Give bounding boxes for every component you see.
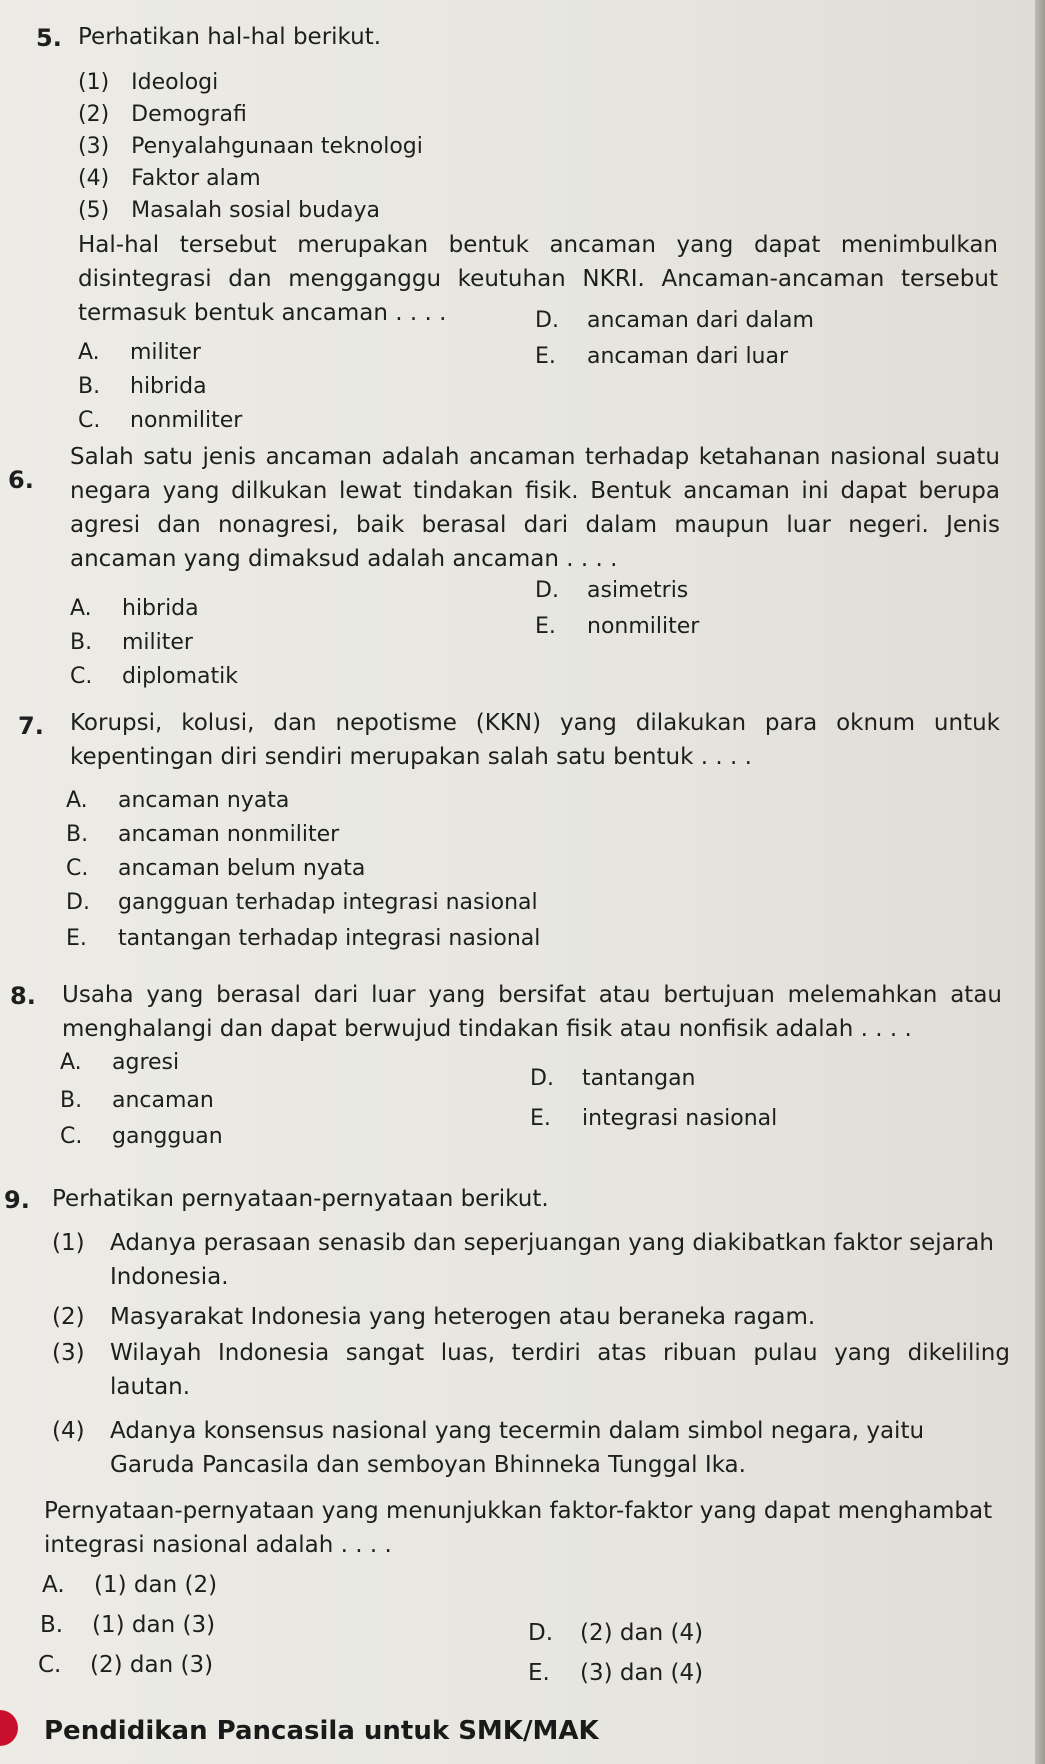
page-footer (0, 1704, 1045, 1764)
option-c[interactable]: C. nonmiliter (78, 408, 243, 433)
question-number: 5. (36, 24, 62, 52)
statement-number: (4) (52, 1418, 85, 1444)
option-c[interactable]: C. ancaman belum nyata (66, 856, 366, 881)
question-continuation: Hal-hal tersebut merupakan bentuk ancaman yang dapat menimbulkan disintegrasi dan mengganggu keutuhan NKRI. Ancaman-ancaman tersebut termasuk bentuk ancaman . . . . (78, 232, 998, 326)
option-e[interactable]: E. nonmiliter (535, 614, 700, 639)
option-e[interactable]: E. tantangan terhadap integrasi nasional (66, 926, 541, 951)
statement-text: Masyarakat Indonesia yang heterogen atau beraneka ragam. (110, 1304, 816, 1330)
question-number: 6. (8, 466, 34, 494)
option-b[interactable]: B. ancaman (60, 1088, 214, 1113)
option-c[interactable]: C. diplomatik (70, 664, 239, 689)
option-d[interactable]: D. (2) dan (4) (528, 1620, 704, 1646)
question-stem: Salah satu jenis ancaman adalah ancaman terhadap ketahanan nasional suatu negara yang dilkukan lewat tindakan fisik. Bentuk ancaman ini dapat berupa agresi dan nonagresi, baik berasal dari dalam maupun luar negeri. Jenis ancaman yang dimaksud adalah ancaman . . . . (70, 444, 1000, 572)
option-c[interactable]: C. (2) dan (3) (38, 1652, 214, 1678)
option-b[interactable]: B. ancaman nonmiliter (66, 822, 340, 847)
option-b[interactable]: B. militer (70, 630, 193, 655)
option-d[interactable]: D. tantangan (530, 1066, 696, 1091)
page-edge (1035, 0, 1045, 1764)
list-item: (5) Masalah sosial budaya (78, 198, 381, 223)
option-a[interactable]: A. hibrida (70, 596, 199, 621)
option-e[interactable]: E. ancaman dari luar (535, 344, 789, 369)
question-continuation: Pernyataan-pernyataan yang menunjukkan faktor-faktor yang dapat menghambat integrasi nasional adalah . . . . (44, 1498, 993, 1558)
option-a[interactable]: A. (1) dan (2) (42, 1572, 218, 1598)
option-a[interactable]: A. ancaman nyata (66, 788, 290, 813)
footer-book-title: Pendidikan Pancasila untuk SMK/MAK (44, 1716, 599, 1746)
statement-number: (2) (52, 1304, 85, 1330)
option-e[interactable]: E. integrasi nasional (530, 1106, 778, 1131)
question-number: 9. (4, 1186, 30, 1214)
option-b[interactable]: B. hibrida (78, 374, 207, 399)
option-a[interactable]: A. militer (78, 340, 201, 365)
question-stem: Usaha yang berasal dari luar yang bersifat atau bertujuan melemahkan atau menghalangi dan dapat berwujud tindakan fisik atau nonfisik adalah . . . . (62, 982, 1002, 1042)
footer-marker-icon (0, 1710, 18, 1746)
question-number: 8. (10, 982, 36, 1010)
option-c[interactable]: C. gangguan (60, 1124, 223, 1149)
list-item: (1) Ideologi (78, 70, 219, 95)
option-e[interactable]: E. (3) dan (4) (528, 1660, 704, 1686)
statement-text: Adanya konsensus nasional yang tecermin dalam simbol negara, yaitu Garuda Pancasila dan semboyan Bhinneka Tunggal Ika. (110, 1418, 925, 1478)
statement-number: (3) (52, 1340, 85, 1366)
question-stem: Perhatikan pernyataan-pernyataan berikut. (52, 1186, 549, 1212)
option-a[interactable]: A. agresi (60, 1050, 180, 1075)
statement-text: Adanya perasaan senasib dan seperjuangan yang diakibatkan faktor sejarah Indonesia. (110, 1230, 994, 1290)
question-number: 7. (18, 712, 44, 740)
option-d[interactable]: D. ancaman dari dalam (535, 308, 814, 333)
list-item: (3) Penyalahgunaan teknologi (78, 134, 423, 159)
option-d[interactable]: D. gangguan terhadap integrasi nasional (66, 890, 538, 915)
list-item: (2) Demografi (78, 102, 247, 127)
question-stem: Perhatikan hal-hal berikut. (78, 24, 382, 50)
list-item: (4) Faktor alam (78, 166, 261, 191)
statement-text: Wilayah Indonesia sangat luas, terdiri atas ribuan pulau yang dikeliling lautan. (110, 1340, 1010, 1400)
question-stem: Korupsi, kolusi, dan nepotisme (KKN) yang dilakukan para oknum untuk kepentingan diri sendiri merupakan salah satu bentuk . . . . (70, 710, 1000, 770)
option-d[interactable]: D. asimetris (535, 578, 689, 603)
statement-number: (1) (52, 1230, 85, 1256)
option-b[interactable]: B. (1) dan (3) (40, 1612, 216, 1638)
